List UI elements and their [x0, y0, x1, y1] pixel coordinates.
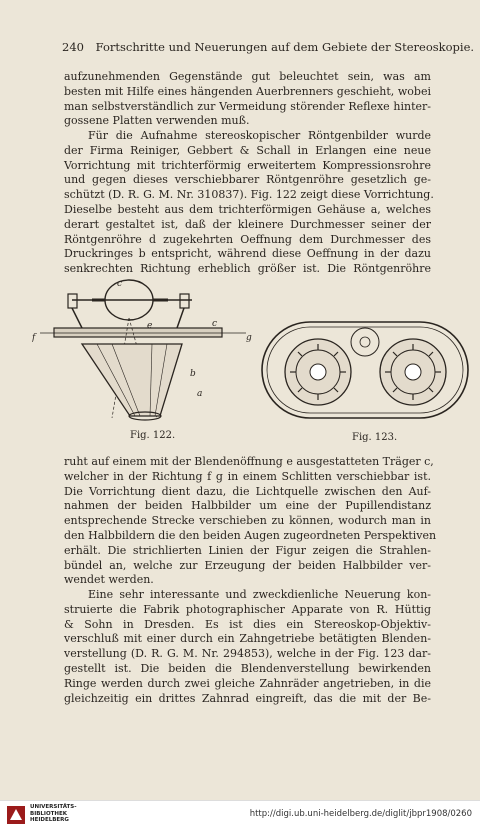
- figure-123-drawing: [260, 318, 470, 422]
- text-line: und gegen dieses verschiebbarer Röntgenröhre gesetzlich ge-: [64, 173, 431, 187]
- text-line: verschluß mit einer durch ein Zahngetriebe betätigten Blenden-: [64, 632, 431, 646]
- page-header: [62, 40, 475, 54]
- page-number: 240: [62, 40, 84, 54]
- label-f: f: [32, 333, 36, 343]
- text-line: gleichzeitig ein drittes Zahnrad eingreift, das die mit der Be-: [64, 691, 431, 705]
- text-line: aufzunehmenden Gegenstände gut beleuchtet sein, was am: [64, 70, 431, 83]
- text-line: struierte die Fabrik photographischer Apparate von R. Hüttig: [64, 602, 431, 616]
- label-a: a: [197, 389, 203, 399]
- text-line: Für die Aufnahme stereoskopischer Röntgenbilder wurde: [88, 129, 431, 142]
- text-line: man selbstverständlich zur Vermeidung störender Reflexe hinter-: [64, 99, 431, 113]
- paragraph-1: [64, 70, 431, 129]
- viewer-footer: [0, 800, 480, 829]
- paragraph-3: [64, 455, 437, 588]
- label-g: g: [246, 333, 252, 343]
- figure-123-caption: Fig. 123.: [352, 432, 398, 443]
- library-name: [30, 804, 77, 824]
- text-line: & Sohn in Dresden. Es ist dies ein Stereoskop-Objektiv-: [64, 617, 431, 631]
- library-name-line: BIBLIOTHEK: [30, 810, 68, 817]
- text-line: welcher in der Richtung f g in einem Schlitten verschiebbar ist.: [64, 469, 431, 483]
- text-line: Druckringes b entspricht, während diese Oeffnung in der dazu: [64, 247, 431, 261]
- text-line: besten mit Hilfe eines hängenden Auerbrenners geschieht, wobei: [64, 84, 431, 98]
- text-line: wendet werden.: [64, 573, 154, 587]
- text-line: derart gestaltet ist, daß der kleinere Durchmesser seiner der: [64, 217, 431, 231]
- paragraph-2: [64, 129, 434, 277]
- text-line: der Firma Reiniger, Gebbert & Schall in Erlangen eine neue: [64, 143, 431, 157]
- running-title: Fortschritte und Neuerungen auf dem Gebiete der Stereoskopie.: [95, 40, 475, 54]
- text-line: erhält. Die strichlierten Linien der Figur zeigen die Strahlen-: [64, 543, 431, 557]
- label-e: e: [147, 321, 153, 331]
- text-line: verstellung (D. R. G. M. Nr. 294853), welche in der Fig. 123 dar-: [64, 647, 431, 661]
- paragraph-4: [64, 588, 431, 706]
- text-line: entsprechende Strecke verschieben zu können, wodurch man in: [64, 514, 431, 528]
- text-line: Dieselbe besteht aus dem trichterförmigen Gehäuse a, welches: [64, 202, 431, 216]
- text-line: bündel an, welche zur Erzeugung der beiden Halbbilder ver-: [64, 558, 431, 572]
- text-line: ruht auf einem mit der Blendenöffnung e ausgestatteten Träger c,: [64, 455, 434, 468]
- figure-122-drawing: [32, 278, 262, 428]
- library-logo-icon: [6, 805, 26, 825]
- permalink-url[interactable]: http://digi.ub.uni-heidelberg.de/diglit/jbpr1908/0260: [249, 809, 472, 819]
- text-line: Ringe werden durch zwei gleiche Zahnräder angetrieben, in die: [64, 676, 431, 690]
- text-line: Vorrichtung mit trichterförmig erweitertem Kompressionsrohre: [64, 158, 431, 172]
- text-line: den Halbbildern die den beiden Augen zugeordneten Perspektiven: [64, 528, 437, 542]
- text-line: schützt (D. R. G. M. Nr. 310837). Fig. 122 zeigt diese Vorrichtung.: [64, 188, 434, 202]
- label-c-tube: c: [117, 279, 123, 289]
- label-c-carrier: c: [212, 319, 218, 329]
- library-name-line: HEIDELBERG: [30, 817, 69, 823]
- text-line: Röntgenröhre d zugekehrten Oeffnung dem Durchmesser des: [64, 232, 431, 246]
- text-line: gossene Platten verwenden muß.: [64, 114, 250, 128]
- text-line: nahmen der beiden Halbbilder um eine der Pupillendistanz: [64, 499, 431, 513]
- library-name-line: UNIVERSITÄTS-: [30, 804, 77, 810]
- text-line: Eine sehr interessante und zweckdienliche Neuerung kon-: [88, 588, 431, 601]
- text-line: senkrechten Richtung erheblich größer ist. Die Röntgenröhre: [64, 262, 431, 276]
- text-line: Die Vorrichtung dient dazu, die Lichtquelle zwischen den Auf-: [64, 484, 431, 498]
- figure-122-caption: Fig. 122.: [130, 430, 176, 441]
- label-b: b: [190, 369, 196, 379]
- text-line: gestellt ist. Die beiden die Blendenverstellung bewirkenden: [64, 661, 431, 675]
